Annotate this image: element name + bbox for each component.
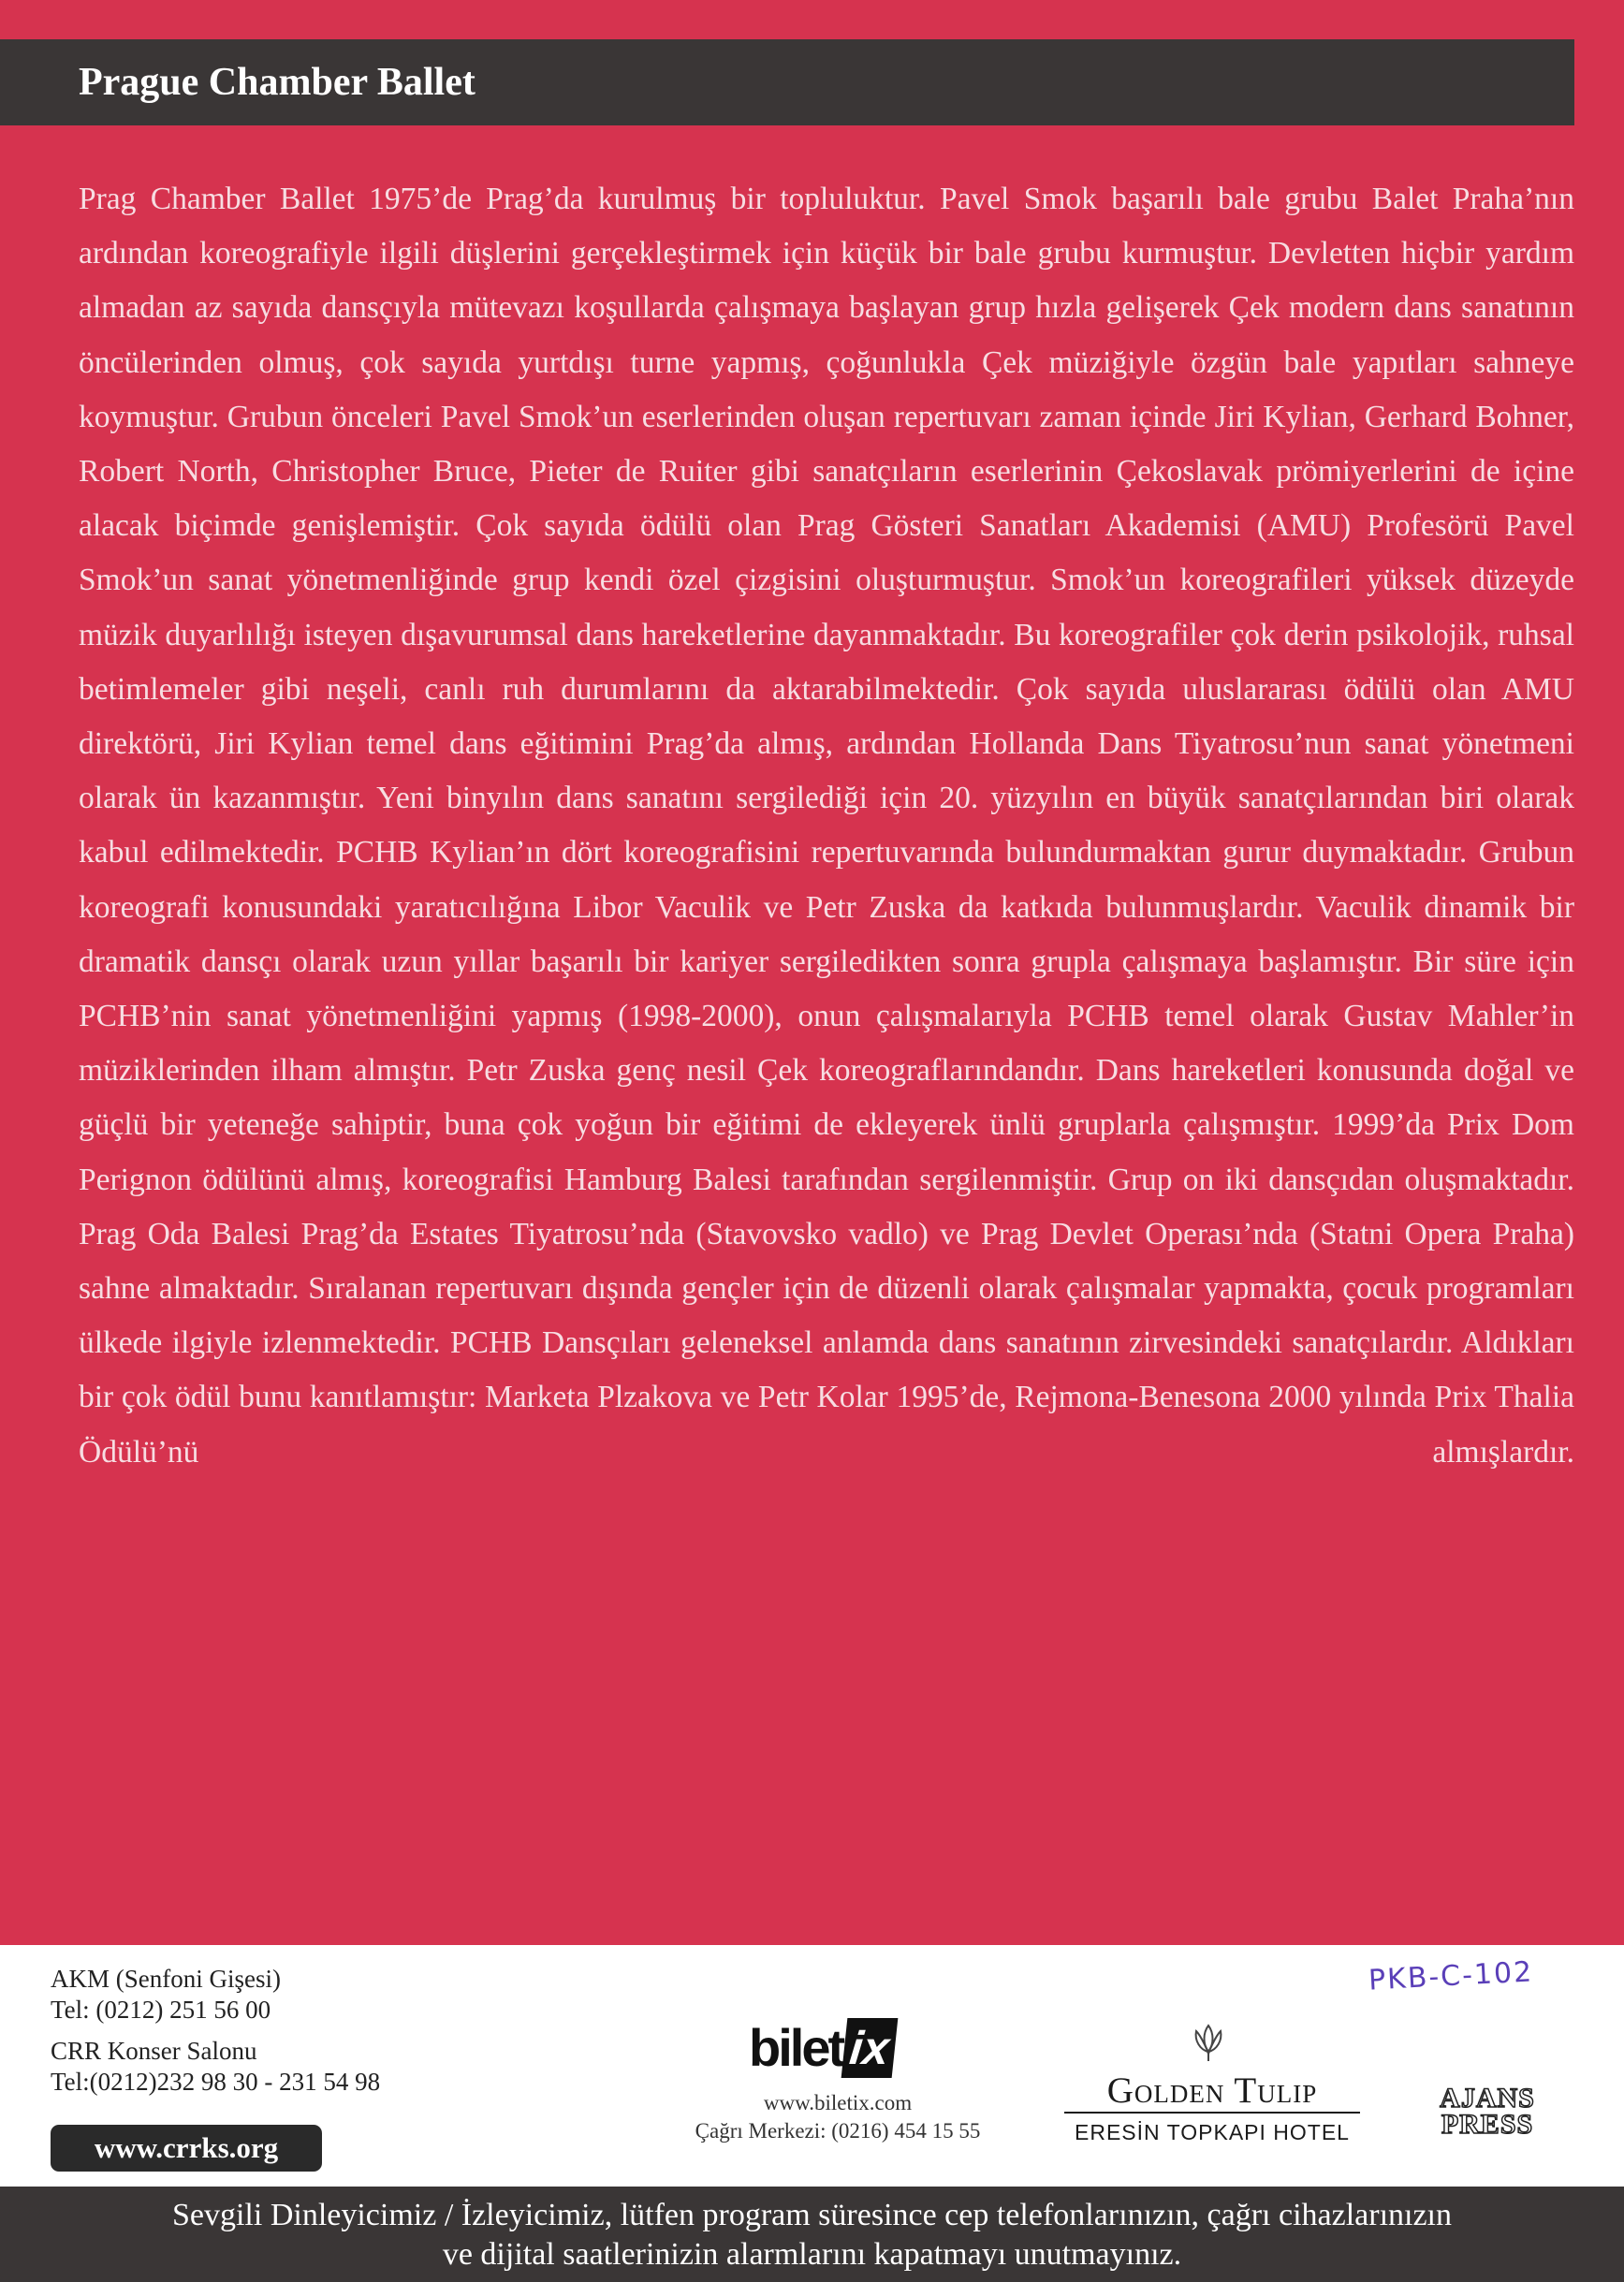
ajans-press-logo	[1398, 2085, 1576, 2138]
biletix-url[interactable]: www.biletix.com	[763, 2091, 913, 2114]
body-paragraph: Prag Chamber Ballet 1975’de Prag’da kurulmuş bir topluluktur. Pavel Smok başarılı bale grubu Balet Praha’nın ardından koreografiyle ilgili düşlerini gerçekleştirmek için küçük bir bale grubu kurmuştur. Devletten hiçbir yardım almadan az sayıda dansçıyla mütevazı koşullarda çalışmaya başlayan grup hızla gelişerek Çek modern dans sanatının öncülerinden olmuş, çok sayıda yurtdışı turne yapmış, çoğunlukla Çek müziğiyle özgün bale yapıtları sahneye koymuştur. Grubun önceleri Pavel Smok’un eserlerinden oluşan repertuvarı zaman içinde Jiri Kylian, Gerhard Bohner, Robert North, Christopher Bruce, Pieter de Ruiter gibi sanatçıların eserlerinin Çekoslavak prömiyerlerini de içine alacak biçimde genişlemiştir. Çok sayıda ödülü olan Prag Gösteri Sanatları Akademisi (AMU) Profesörü Pavel Smok’un sanat yönetmenliğinde grup kendi özel çizgisini oluşturmuştur. Smok’un koreografileri yüksek düzeyde müzik duyarlılığı isteyen dışavurumsal dans hareketlerine dayanmaktadır. Bu koreografiler çok derin psikolojik, ruhsal betimlemeler gibi neşeli, canlı ruh durumlarını da aktarabilmektedir. Çok sayıda uluslararası ödülü olan AMU direktörü, Jiri Kylian temel dans eğitimini Prag’da almış, ardından Hollanda Dans Tiyatrosu’nun sanat yönetmeni olarak ün kazanmıştır. Yeni binyılın dans sanatını sergilediği için 20. yüzyılın en büyük sanatçılarından biri olarak kabul edilmektedir. PCHB Kylian’ın dört koreografisini repertuvarında bulundurmaktan gurur duymaktadır. Grubun koreografi konusundaki yaratıcılığına Libor Vaculik ve Petr Zuska da katkıda bulunmuşlardır. Vaculik dinamik bir dramatik dansçı olarak uzun yıllar başarılı bir kariyer sergiledikten sonra grupla çalışmaya başlamıştır. Bir süre için PCHB’nin sanat yönetmenliğini yapmış (1998-2000), onun çalışmalarıyla PCHB temel olarak Gustav Mahler’in müziklerinden ilham almıştır. Petr Zuska genç nesil Çek koreograflarındandır. Dans hareketleri konusunda doğal ve güçlü bir yeteneğe sahiptir, buna çok yoğun bir eğitimi de ekleyerek ünlü gruplarla çalışmıştır. 1999’da Prix Dom Perignon ödülünü almış, koreografisi Hamburg Balesi tarafından sergilenmiştir. Grup on iki dansçıdan oluşmaktadır. Prag Oda Balesi Prag’da Estates Tiyatrosu’nda (Stavovsko vadlo) ve Prag Devlet Operası’nda (Statni Opera Praha) sahne almaktadır. Sıralanan repertuvarı dışında gençler için de düzenli olarak çalışmalar yapmakta, çocuk programları ülkede ilgiyle izlenmektedir. PCHB Dansçıları geleneksel anlamda dans sanatının zirvesindeki sanatçılardır. Aldıkları bir çok ödül bunu kanıtlamıştır: Marketa Plzakova ve Petr Kolar 1995’de, Rejmona-Benesona 2000 yılında Prix Thalia Ödülü’nü almışlardır.	[79, 182, 1574, 1470]
biletix-logo	[749, 2003, 895, 2078]
golden-tulip-divider	[1064, 2112, 1360, 2114]
biletix-logo-main: bilet	[749, 2018, 843, 2077]
ajans-press-line2: PRESS	[1441, 2109, 1534, 2140]
crr-phone: Tel:(0212)232 98 30 - 231 54 98	[51, 2068, 381, 2096]
crr-name: CRR Konser Salonu	[51, 2037, 257, 2065]
footer-notice-line2: ve dijital saatlerinizin alarmlarını kapatmayı unutmayınız.	[442, 2237, 1182, 2272]
page-title: Prague Chamber Ballet	[79, 61, 475, 104]
crr-contact	[51, 2036, 380, 2098]
handwritten-stamp: PKB-C-102	[1368, 1955, 1534, 1997]
akm-phone: Tel: (0212) 251 56 00	[51, 1996, 271, 2024]
footer-notice-line1: Sevgili Dinleyicimiz / İzleyicimiz, lütfen program süresince cep telefonlarınızın, çağrı cihazlarınızın	[171, 2198, 1453, 2232]
golden-tulip-name: Golden Tulip	[1106, 2070, 1318, 2111]
golden-tulip-subtitle: ERESİN TOPKAPI HOTEL	[1075, 2120, 1350, 2144]
akm-contact	[51, 1964, 281, 2026]
tulip-icon	[1183, 2022, 1234, 2063]
footer-notice	[0, 2196, 1624, 2275]
ajans-press-line1: AJANS	[1440, 2083, 1535, 2114]
akm-name: AKM (Senfoni Gişesi)	[51, 1965, 281, 1993]
website-link[interactable]: www.crrks.org	[51, 2125, 322, 2172]
biletix-logo-box: ix	[841, 2018, 898, 2078]
biletix-call-center: Çağrı Merkezi: (0216) 454 15 55	[695, 2119, 981, 2143]
